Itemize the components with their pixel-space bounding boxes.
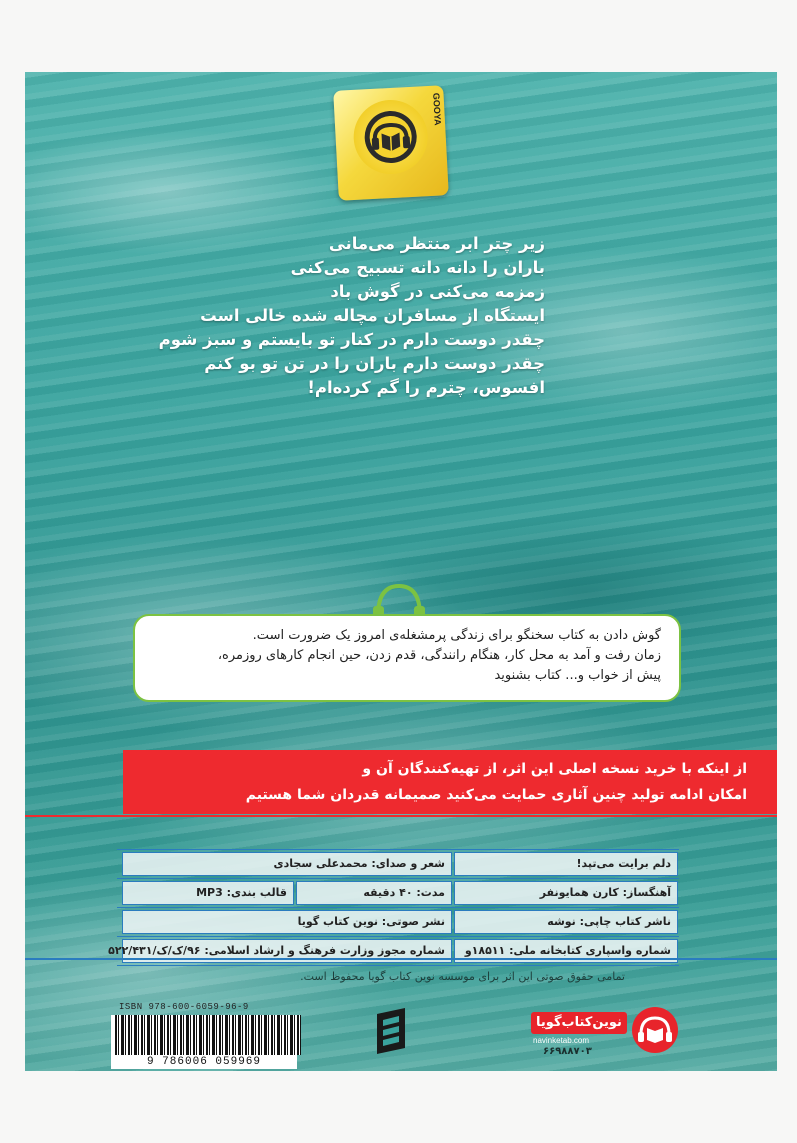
audiobook-info-box: [133, 614, 681, 702]
duration-cell: مدت: ۴۰ دقیقه: [296, 881, 452, 905]
print-publisher-cell: ناشر کتاب چاپی: نوشه: [454, 910, 678, 934]
title-cell: دلم برایت می‌تپد!: [454, 852, 678, 876]
gooya-logo: [333, 85, 449, 201]
book-back-cover: [25, 72, 777, 1071]
print-publisher-logo: [371, 1006, 411, 1056]
barcode-number: 9 786006 059969: [111, 1055, 297, 1069]
navin-ketab-phone: ۶۶۹۸۸۷۰۳: [543, 1046, 592, 1057]
table-row: [108, 937, 679, 966]
copyright-notice: تمامی حقوق صوتی این اثر برای موسسه نوین کتاب گویا محفوظ است.: [300, 970, 625, 983]
poem-line: ایستگاه از مسافران مچاله شده خالی است: [200, 306, 545, 325]
poem-line: افسوس، چترم را گم کرده‌ام!: [307, 378, 545, 397]
gooya-brand-text: GOOYA: [431, 92, 444, 126]
isbn-text: ISBN 978-600-6059-96-9: [119, 1002, 249, 1012]
barcode: [111, 1015, 301, 1055]
gooya-book-icon: [352, 98, 430, 176]
table-row: [117, 908, 679, 937]
info-line: زمان رفت و آمد به محل کار، هنگام رانندگی، قدم زدن، حین انجام کارهای روزمره،: [217, 648, 661, 663]
format-cell: قالب بندی: MP3: [122, 881, 294, 905]
thanks-line: امکان ادامه تولید چنین آثاری حمایت می‌کنید صمیمانه قدردان شما هستیم: [245, 787, 747, 803]
thanks-banner: [123, 750, 777, 814]
navin-ketab-logo: [531, 1006, 681, 1060]
poet-voice-cell: شعر و صدای: محمدعلی سجادی: [122, 852, 452, 876]
poem: [145, 232, 545, 400]
navin-ketab-name: نوین‌کتاب‌گویا: [531, 1012, 627, 1034]
poem-line: زیر چتر ابر منتظر می‌مانی: [328, 234, 545, 253]
thanks-line: از اینکه با خرید نسخه اصلی این اثر، از تهیه‌کنندگان آن و: [362, 761, 747, 777]
navin-ketab-site: navinketab.com: [533, 1036, 590, 1045]
book-details-table: [108, 849, 679, 966]
license-cell: شماره مجوز وزارت فرهنگ و ارشاد اسلامی: ۹۶/ک/ک/۵۲۲/۴۳۱: [122, 939, 452, 963]
poem-line: چقدر دوست دارم باران را در تن تو بو کنم: [204, 354, 545, 373]
blue-divider: [25, 958, 777, 960]
poem-line: باران را دانه دانه تسبیح می‌کنی: [290, 258, 545, 277]
info-line: گوش دادن به کتاب سخنگو برای زندگی پرمشغله‌ی امروز یک ضرورت است.: [252, 628, 661, 643]
table-row: [117, 879, 679, 908]
national-number-cell: شماره واسپاری کتابخانه ملی: ۱۸۵۱۱و: [454, 939, 678, 963]
poem-line: زمزمه می‌کنی در گوش باد: [330, 282, 545, 301]
red-divider: [25, 815, 777, 817]
table-row: [117, 850, 679, 879]
poem-line: چقدر دوست دارم در کنار تو بایستم و سبز شوم: [158, 330, 545, 349]
composer-cell: آهنگساز: کارن همایونفر: [454, 881, 678, 905]
audio-publisher-cell: نشر صوتی: نوین کتاب گویا: [122, 910, 452, 934]
info-line: پیش از خواب و... کتاب بشنوید: [494, 668, 661, 683]
navin-headphone-book-icon: [631, 1006, 679, 1054]
